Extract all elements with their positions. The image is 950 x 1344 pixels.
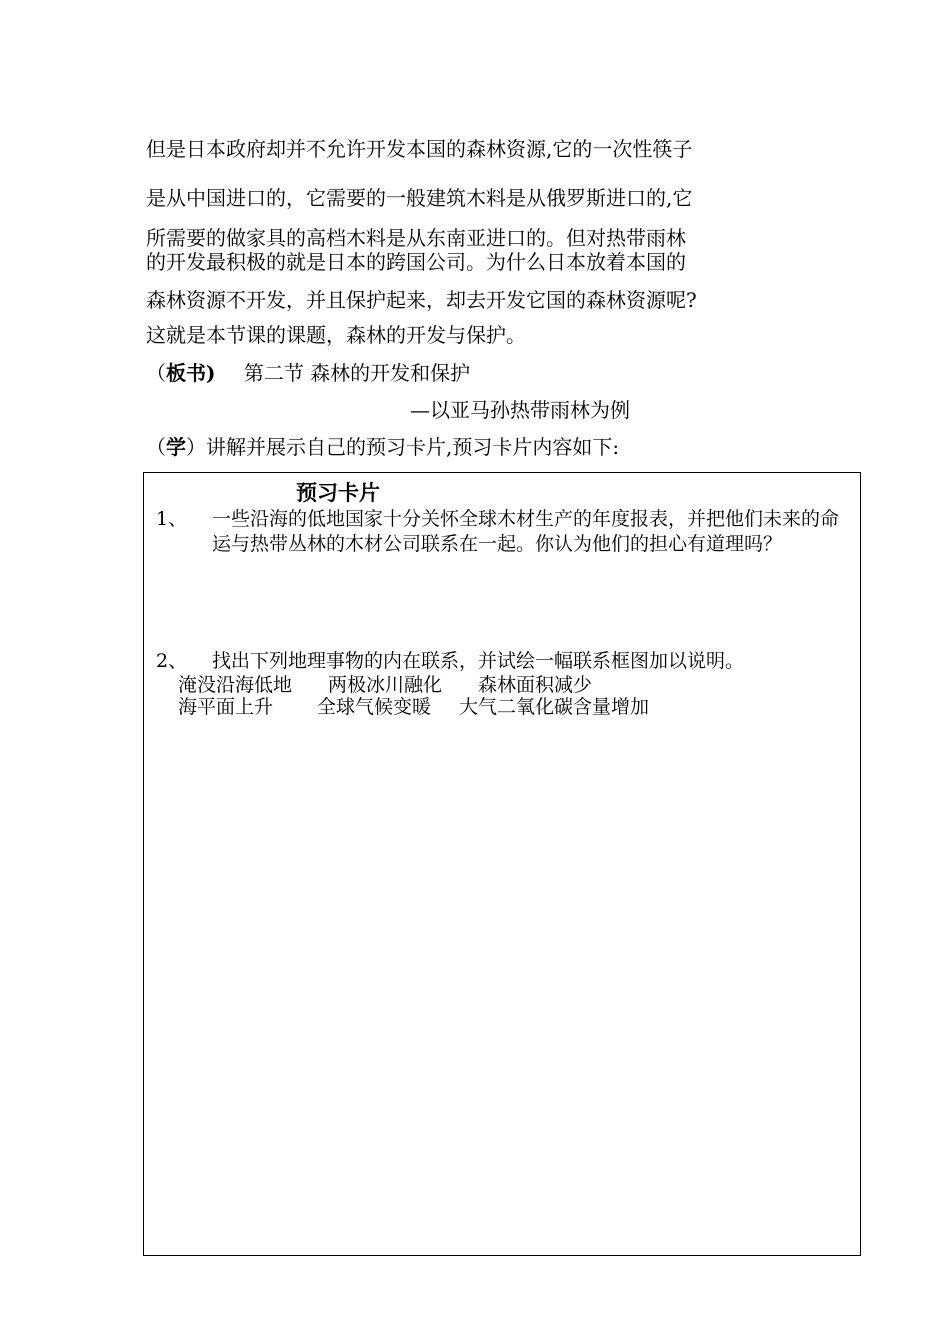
- intro-line-3: 所需要的做家具的高档木料是从东南亚进口的。但对热带雨林: [146, 226, 686, 250]
- student-label: 学: [166, 435, 186, 459]
- student-label-close: ）: [186, 435, 206, 459]
- term-item: 两极冰川融化: [328, 674, 443, 696]
- student-label-open: （: [146, 435, 166, 459]
- intro-line-4: 的开发最积极的就是日本的跨国公司。为什么日本放着本国的: [146, 250, 686, 274]
- terms-row-2: [178, 695, 649, 719]
- board-subtitle: —以亚马孙热带雨林为例: [410, 398, 630, 422]
- term-item: 森林面积减少: [478, 674, 593, 696]
- term-item: 淹没沿海低地: [178, 674, 293, 696]
- board-section-title: 第二节 森林的开发和保护: [243, 361, 471, 385]
- student-text: 讲解并展示自己的预习卡片,预习卡片内容如下:: [206, 435, 620, 459]
- question-2-text: 找出下列地理事物的内在联系，并试绘一幅联系框图加以说明。: [212, 650, 745, 672]
- term-item: 海平面上升: [178, 696, 274, 718]
- board-label-open: （: [146, 361, 166, 385]
- term-item: 全球气候变暖: [317, 696, 432, 718]
- intro-line-6: 这就是本节课的课题，森林的开发与保护。: [146, 323, 526, 347]
- intro-line-1: 但是日本政府却并不允许开发本国的森林资源,它的一次性筷子: [146, 137, 693, 161]
- board-line: [146, 361, 470, 385]
- question-1-text: 一些沿海的低地国家十分关怀全球木材生产的年度报表，并把他们未来的命运与热带丛林的木材公司联系在一起。你认为他们的担心有道理吗？: [212, 508, 840, 555]
- preview-card: [143, 472, 861, 1256]
- intro-line-2: 是从中国进口的，它需要的一般建筑木料是从俄罗斯进口的,它: [146, 186, 693, 210]
- intro-line-5: 森林资源不开发，并且保护起来，却去开发它国的森林资源呢?: [146, 288, 697, 312]
- question-2-number: 2、: [156, 650, 188, 672]
- board-label-close: ): [206, 361, 216, 385]
- term-item: 大气二氧化碳含量增加: [459, 696, 650, 718]
- card-title: 预习卡片: [296, 480, 380, 505]
- terms-row-1: [178, 673, 592, 697]
- student-line: [146, 435, 619, 459]
- question-1-number: 1、: [156, 508, 188, 530]
- board-label: 板书: [166, 361, 206, 385]
